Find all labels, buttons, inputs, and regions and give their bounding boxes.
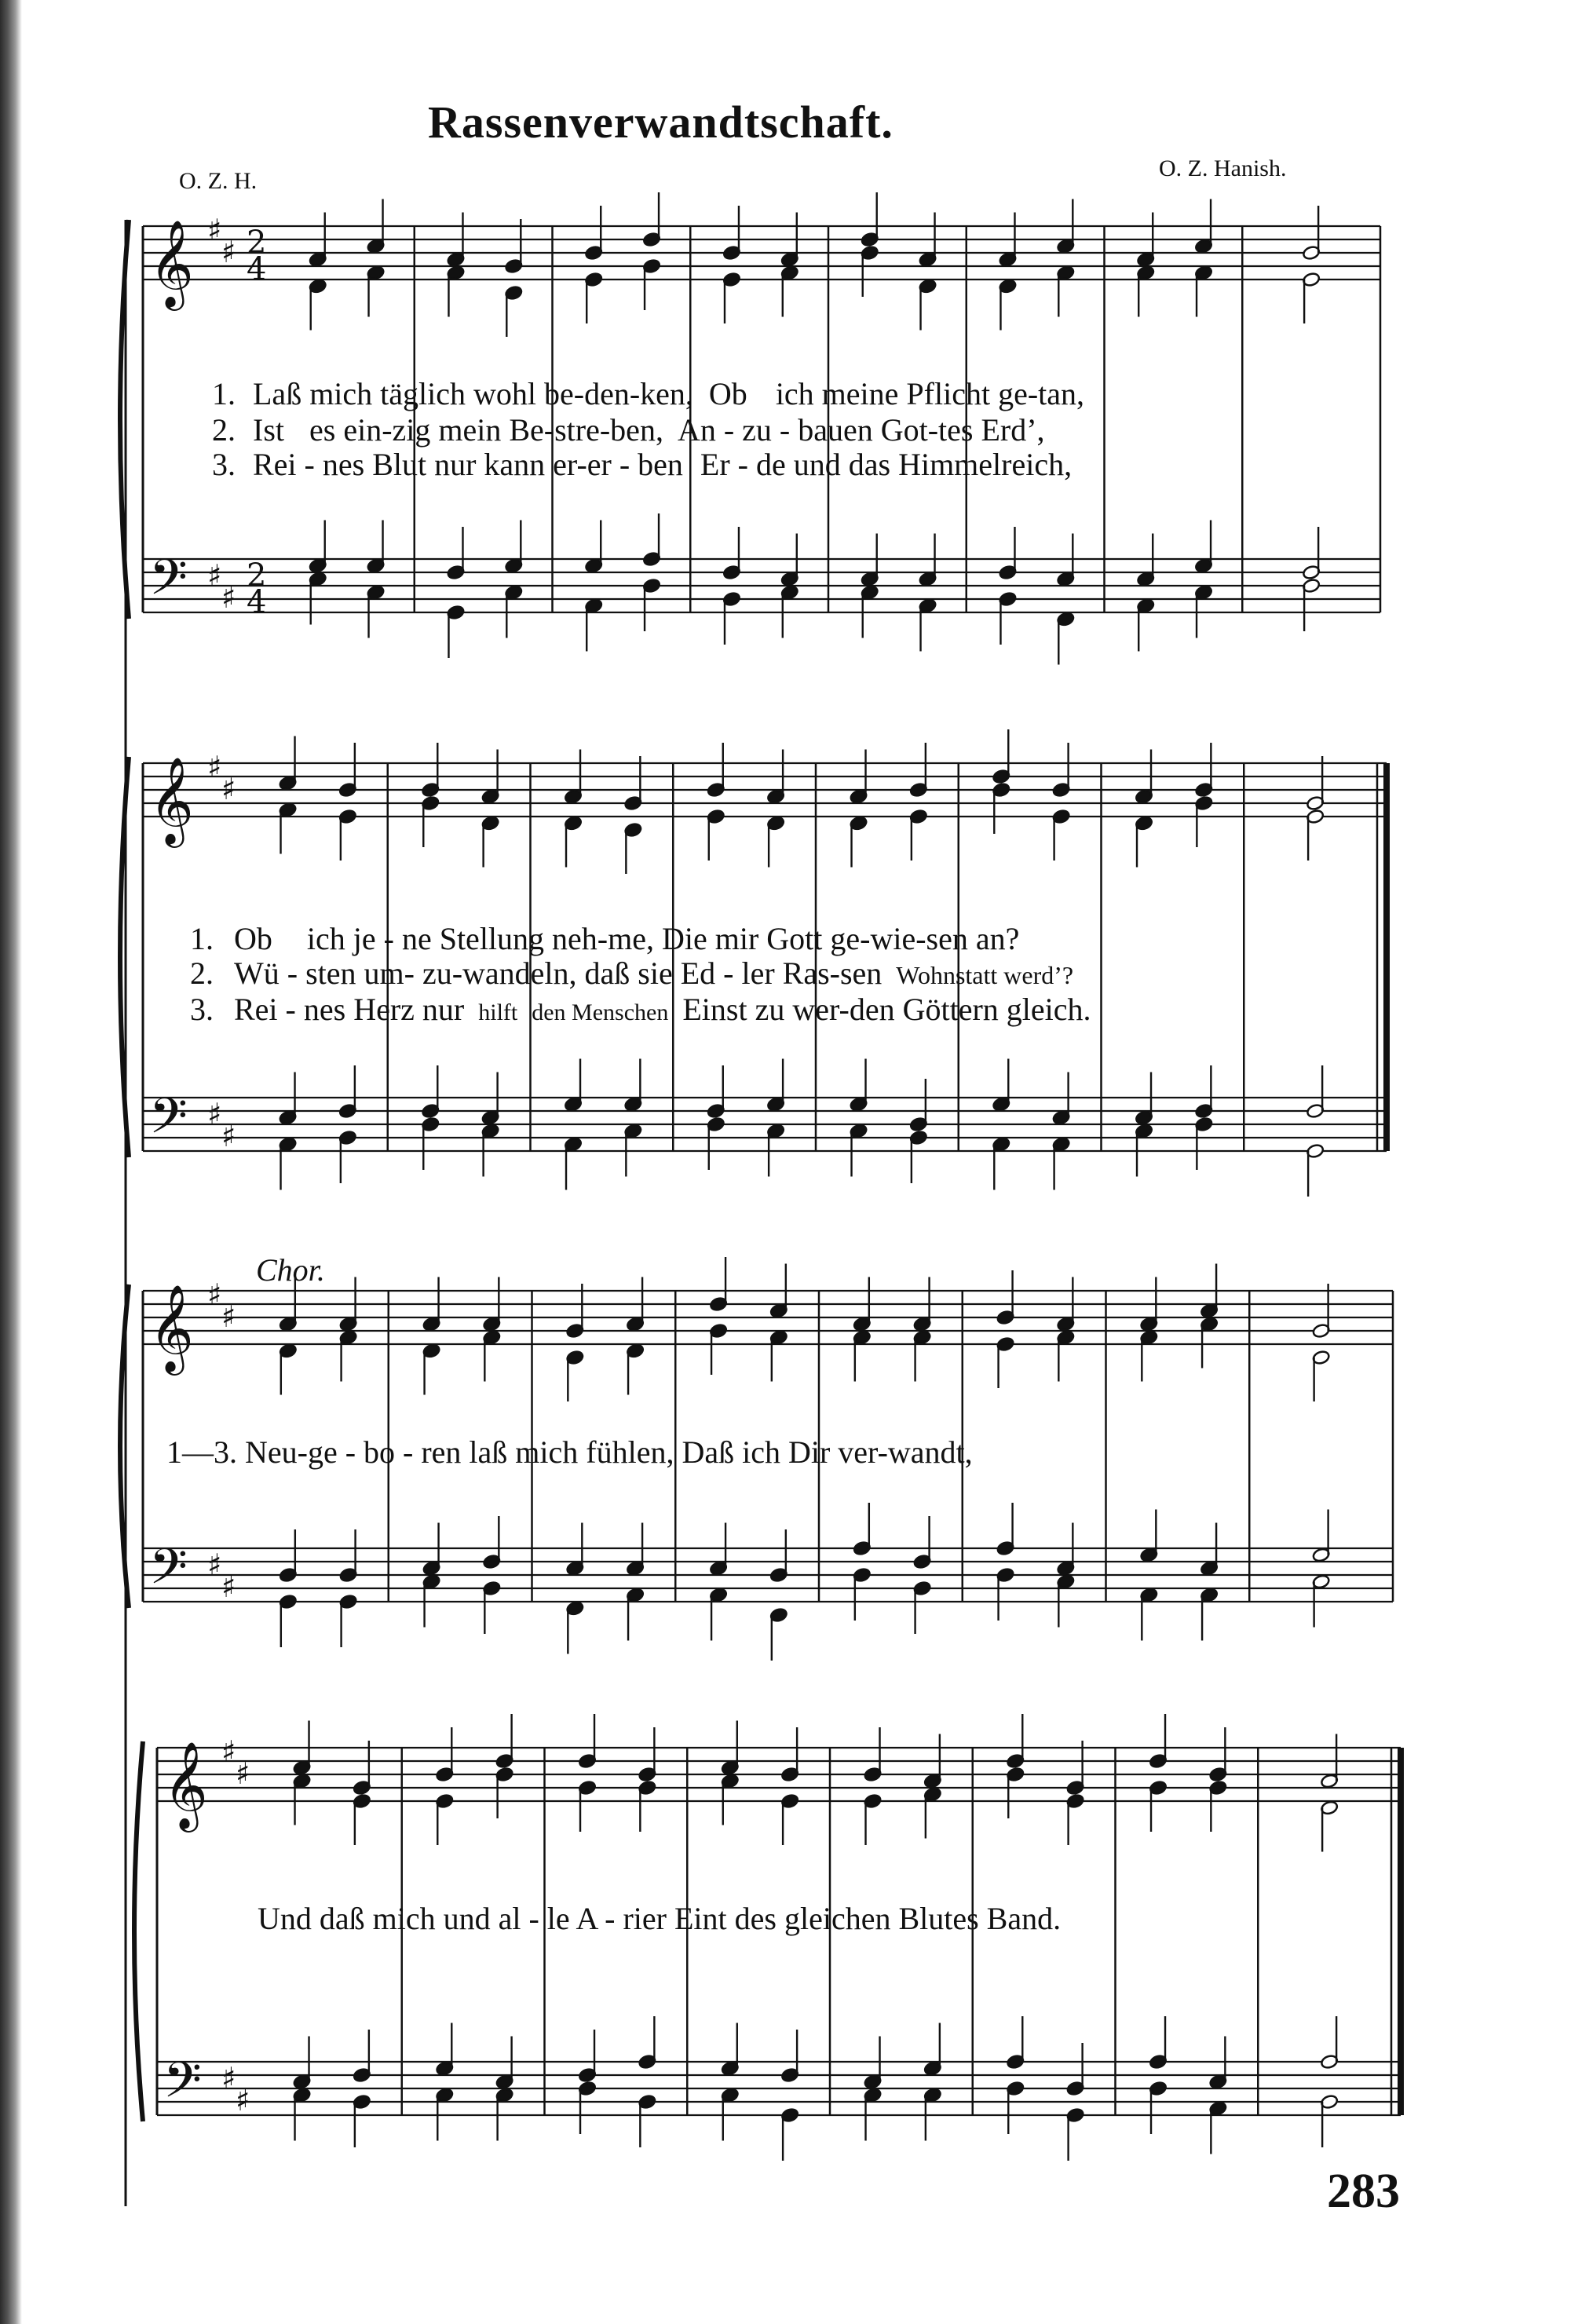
lyric-text: Ob <box>234 921 272 956</box>
lyric-text: Ob <box>708 376 747 411</box>
sharp-sign: ♯ <box>221 1119 236 1153</box>
chorus-label: Chor. <box>256 1252 325 1288</box>
lyric-text: ich meine Pflicht ge-tan, <box>775 376 1085 411</box>
treble-clef: 𝄞 <box>149 1284 194 1372</box>
lyric-text: ich je - ne Stellung neh-me, Die mir Gott ge-wie-sen an? <box>306 921 1020 956</box>
verse-number: 2. <box>190 956 214 991</box>
lyric-text: Er - de und das Himmelreich, <box>700 447 1073 482</box>
verse-number: 3. <box>212 447 236 482</box>
sharp-sign: ♯ <box>221 1299 236 1334</box>
verse-number: 1. <box>190 921 214 956</box>
system-brace <box>134 1741 143 2121</box>
chorus-line2: Und daß mich und al - le A - rier Eint des gleichen Blutes Band. <box>258 1901 1062 1936</box>
bass-clef: 𝄢 <box>149 1087 188 1157</box>
verse2-line2 <box>190 955 1073 992</box>
verse3-line2 <box>190 991 1091 1028</box>
sharp-sign: ♯ <box>207 1097 222 1131</box>
lyric-text: Rei - nes Blut nur kann er-er - ben <box>253 447 683 482</box>
lyric-text: den Menschen <box>532 999 669 1025</box>
verse2-line1 <box>212 411 1045 448</box>
verse-number: 2. <box>212 412 236 448</box>
lyric-text: Rei - nes Herz nur <box>234 992 465 1027</box>
bass-clef: 𝄢 <box>163 2051 202 2121</box>
sharp-sign: ♯ <box>207 1277 222 1312</box>
time-signature: 4 <box>247 251 267 287</box>
bass-clef: 𝄢 <box>149 1537 188 1607</box>
lyric-text: Einst zu wer-den Göttern gleich. <box>682 992 1091 1027</box>
sharp-sign: ♯ <box>207 558 222 593</box>
time-signature: 2 <box>247 225 267 261</box>
time-signature: 4 <box>247 584 267 620</box>
sharp-sign: ♯ <box>207 750 222 784</box>
lyric-text: es ein-zig mein Be-stre-ben, <box>309 412 663 448</box>
composer-credit: O. Z. Hanish. <box>1159 155 1287 181</box>
sharp-sign: ♯ <box>207 213 222 247</box>
verse-number: 3. <box>190 992 214 1027</box>
verse1-line2 <box>190 920 1019 957</box>
verse-number: 1. <box>212 376 236 411</box>
treble-clef: 𝄞 <box>149 219 194 307</box>
verse3-line1 <box>212 446 1072 483</box>
sharp-sign: ♯ <box>221 772 236 806</box>
lyric-text: An - zu - bauen Got-tes Erd’, <box>677 412 1045 448</box>
lyricist-credit: O. Z. H. <box>179 168 258 194</box>
treble-clef: 𝄞 <box>163 1741 208 1829</box>
lyric-text: Wohnstatt werd’? <box>896 961 1074 989</box>
treble-clef: 𝄞 <box>149 756 194 844</box>
verse1-line1 <box>212 375 1084 412</box>
page-number: 283 <box>1327 2165 1400 2218</box>
sharp-sign: ♯ <box>221 1734 236 1769</box>
song-title: Rassenverwandtschaft. <box>428 97 893 148</box>
sharp-sign: ♯ <box>221 1569 236 1604</box>
sharp-sign: ♯ <box>236 1756 250 1791</box>
time-signature: 2 <box>247 557 267 594</box>
sharp-sign: ♯ <box>221 235 236 269</box>
sharp-sign: ♯ <box>221 580 236 615</box>
lyric-text: Wü - sten um- zu-wandeln, daß sie Ed - ler Ras-sen <box>234 956 883 991</box>
sharp-sign: ♯ <box>207 1548 222 1582</box>
bass-clef: 𝄢 <box>149 548 188 618</box>
sharp-sign: ♯ <box>236 2083 250 2118</box>
lyric-text: Ist <box>253 412 284 448</box>
sharp-sign: ♯ <box>221 2061 236 2096</box>
chorus-line1: 1—3. Neu-ge - bo - ren laß mich fühlen, Daß ich Dir ver-wandt, <box>166 1434 973 1470</box>
lyric-text: Laß mich täglich wohl be-den-ken, <box>253 376 693 411</box>
lyric-text: hilft <box>478 999 518 1025</box>
